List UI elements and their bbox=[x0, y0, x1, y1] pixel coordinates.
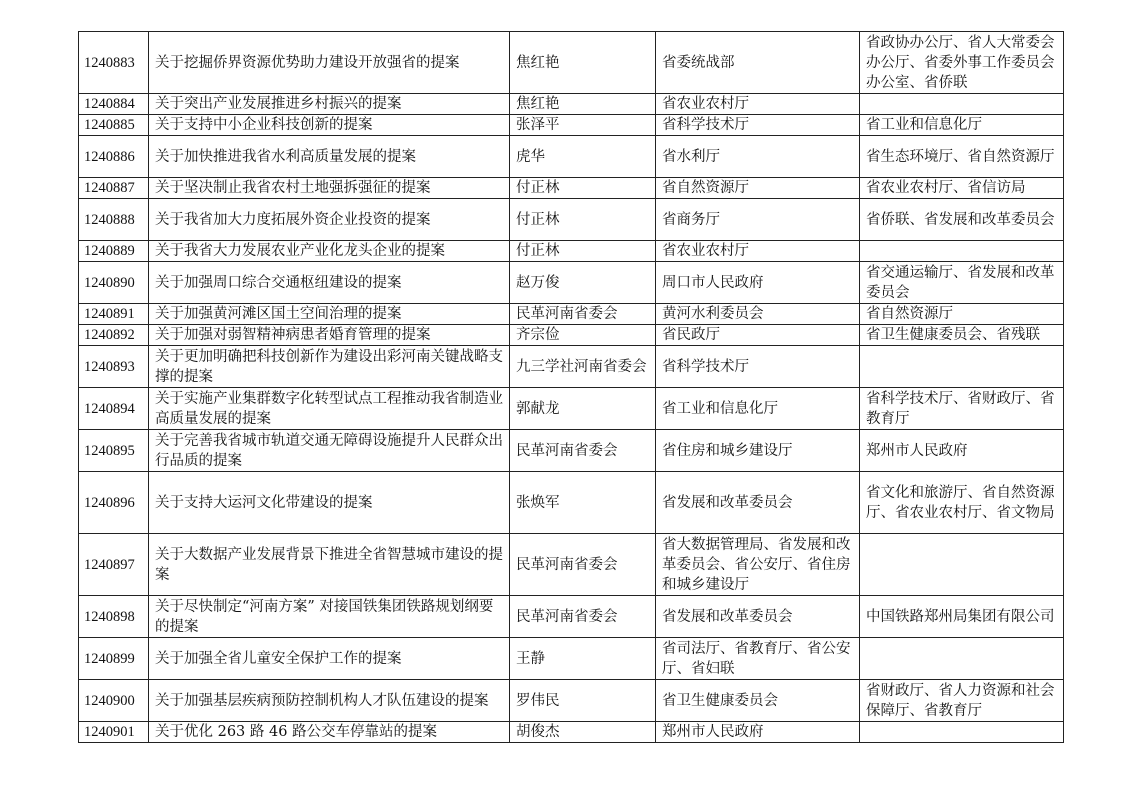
lead-unit-cell: 省水利厅 bbox=[656, 136, 860, 178]
proposal-id-cell: 1240884 bbox=[79, 94, 149, 115]
proposer-cell: 虎华 bbox=[510, 136, 656, 178]
lead-unit-cell: 省农业农村厅 bbox=[656, 241, 860, 262]
lead-unit-cell: 省民政厅 bbox=[656, 325, 860, 346]
table-row bbox=[79, 304, 1064, 325]
proposer-cell: 胡俊杰 bbox=[510, 722, 656, 743]
proposal-id-cell: 1240896 bbox=[79, 472, 149, 534]
lead-unit-cell: 黄河水利委员会 bbox=[656, 304, 860, 325]
lead-unit-cell: 省科学技术厅 bbox=[656, 346, 860, 388]
proposer-cell: 张泽平 bbox=[510, 115, 656, 136]
proposal-id-cell: 1240895 bbox=[79, 430, 149, 472]
proposal-title-cell: 关于加强黄河滩区国土空间治理的提案 bbox=[149, 304, 510, 325]
proposal-title-cell: 关于加强基层疾病预防控制机构人才队伍建设的提案 bbox=[149, 680, 510, 722]
proposal-title-cell: 关于挖掘侨界资源优势助力建设开放强省的提案 bbox=[149, 32, 510, 94]
co-unit-cell: 省政协办公厅、省人大常委会办公厅、省委外事工作委员会办公室、省侨联 bbox=[860, 32, 1064, 94]
table-row bbox=[79, 388, 1064, 430]
lead-unit-cell: 省司法厅、省教育厅、省公安厅、省妇联 bbox=[656, 638, 860, 680]
lead-unit-cell: 省自然资源厅 bbox=[656, 178, 860, 199]
proposal-id-cell: 1240900 bbox=[79, 680, 149, 722]
co-unit-cell: 省财政厅、省人力资源和社会保障厅、省教育厅 bbox=[860, 680, 1064, 722]
proposer-cell: 付正林 bbox=[510, 199, 656, 241]
co-unit-cell bbox=[860, 94, 1064, 115]
co-unit-cell: 省生态环境厅、省自然资源厅 bbox=[860, 136, 1064, 178]
proposer-cell: 民革河南省委会 bbox=[510, 430, 656, 472]
lead-unit-cell: 省农业农村厅 bbox=[656, 94, 860, 115]
co-unit-cell: 省卫生健康委员会、省残联 bbox=[860, 325, 1064, 346]
proposal-title-cell: 关于尽快制定“河南方案” 对接国铁集团铁路规划纲要的提案 bbox=[149, 596, 510, 638]
table-row bbox=[79, 32, 1064, 94]
proposal-id-cell: 1240888 bbox=[79, 199, 149, 241]
table-row bbox=[79, 534, 1064, 596]
proposer-cell: 付正林 bbox=[510, 178, 656, 199]
proposal-table bbox=[78, 31, 1064, 743]
proposal-id-cell: 1240897 bbox=[79, 534, 149, 596]
proposer-cell: 焦红艳 bbox=[510, 94, 656, 115]
lead-unit-cell: 省大数据管理局、省发展和改革委员会、省公安厅、省住房和城乡建设厅 bbox=[656, 534, 860, 596]
proposal-id-cell: 1240883 bbox=[79, 32, 149, 94]
co-unit-cell: 省文化和旅游厅、省自然资源厅、省农业农村厅、省文物局 bbox=[860, 472, 1064, 534]
table-row bbox=[79, 430, 1064, 472]
lead-unit-cell: 周口市人民政府 bbox=[656, 262, 860, 304]
proposal-id-cell: 1240893 bbox=[79, 346, 149, 388]
co-unit-cell: 省交通运输厅、省发展和改革委员会 bbox=[860, 262, 1064, 304]
proposal-id-cell: 1240891 bbox=[79, 304, 149, 325]
lead-unit-cell: 省工业和信息化厅 bbox=[656, 388, 860, 430]
proposal-title-cell: 关于加快推进我省水利高质量发展的提案 bbox=[149, 136, 510, 178]
proposal-id-cell: 1240887 bbox=[79, 178, 149, 199]
proposal-id-cell: 1240886 bbox=[79, 136, 149, 178]
proposal-title-cell: 关于优化 263 路 46 路公交车停靠站的提案 bbox=[149, 722, 510, 743]
lead-unit-cell: 省委统战部 bbox=[656, 32, 860, 94]
proposal-id-cell: 1240899 bbox=[79, 638, 149, 680]
proposal-title-cell: 关于加强周口综合交通枢纽建设的提案 bbox=[149, 262, 510, 304]
lead-unit-cell: 省发展和改革委员会 bbox=[656, 596, 860, 638]
proposer-cell: 郭献龙 bbox=[510, 388, 656, 430]
proposal-id-cell: 1240898 bbox=[79, 596, 149, 638]
co-unit-cell: 省自然资源厅 bbox=[860, 304, 1064, 325]
proposal-table-body bbox=[79, 32, 1064, 743]
proposer-cell: 王静 bbox=[510, 638, 656, 680]
proposal-title-cell: 关于坚决制止我省农村土地强拆强征的提案 bbox=[149, 178, 510, 199]
proposer-cell: 焦红艳 bbox=[510, 32, 656, 94]
proposal-title-cell: 关于支持中小企业科技创新的提案 bbox=[149, 115, 510, 136]
proposer-cell: 张焕军 bbox=[510, 472, 656, 534]
table-row bbox=[79, 325, 1064, 346]
proposal-id-cell: 1240889 bbox=[79, 241, 149, 262]
proposal-title-cell: 关于支持大运河文化带建设的提案 bbox=[149, 472, 510, 534]
lead-unit-cell: 省住房和城乡建设厅 bbox=[656, 430, 860, 472]
table-row bbox=[79, 638, 1064, 680]
proposer-cell: 罗伟民 bbox=[510, 680, 656, 722]
lead-unit-cell: 省商务厅 bbox=[656, 199, 860, 241]
proposal-title-cell: 关于大数据产业发展背景下推进全省智慧城市建设的提案 bbox=[149, 534, 510, 596]
co-unit-cell bbox=[860, 722, 1064, 743]
proposal-title-cell: 关于更加明确把科技创新作为建设出彩河南关键战略支撑的提案 bbox=[149, 346, 510, 388]
proposal-id-cell: 1240892 bbox=[79, 325, 149, 346]
table-row bbox=[79, 199, 1064, 241]
proposal-id-cell: 1240894 bbox=[79, 388, 149, 430]
table-row bbox=[79, 136, 1064, 178]
proposer-cell: 齐宗俭 bbox=[510, 325, 656, 346]
co-unit-cell: 省科学技术厅、省财政厅、省教育厅 bbox=[860, 388, 1064, 430]
co-unit-cell bbox=[860, 241, 1064, 262]
lead-unit-cell: 省卫生健康委员会 bbox=[656, 680, 860, 722]
proposal-title-cell: 关于加强全省儿童安全保护工作的提案 bbox=[149, 638, 510, 680]
lead-unit-cell: 省发展和改革委员会 bbox=[656, 472, 860, 534]
proposal-id-cell: 1240901 bbox=[79, 722, 149, 743]
proposal-title-cell: 关于我省大力发展农业产业化龙头企业的提案 bbox=[149, 241, 510, 262]
table-row bbox=[79, 680, 1064, 722]
proposal-title-cell: 关于加强对弱智精神病患者婚育管理的提案 bbox=[149, 325, 510, 346]
proposal-title-cell: 关于突出产业发展推进乡村振兴的提案 bbox=[149, 94, 510, 115]
proposal-id-cell: 1240890 bbox=[79, 262, 149, 304]
proposer-cell: 付正林 bbox=[510, 241, 656, 262]
proposer-cell: 民革河南省委会 bbox=[510, 596, 656, 638]
table-row bbox=[79, 346, 1064, 388]
co-unit-cell bbox=[860, 638, 1064, 680]
co-unit-cell: 省农业农村厅、省信访局 bbox=[860, 178, 1064, 199]
proposal-title-cell: 关于我省加大力度拓展外资企业投资的提案 bbox=[149, 199, 510, 241]
proposal-title-cell: 关于实施产业集群数字化转型试点工程推动我省制造业高质量发展的提案 bbox=[149, 388, 510, 430]
proposer-cell: 九三学社河南省委会 bbox=[510, 346, 656, 388]
proposer-cell: 民革河南省委会 bbox=[510, 304, 656, 325]
proposal-id-cell: 1240885 bbox=[79, 115, 149, 136]
table-row bbox=[79, 94, 1064, 115]
table-row bbox=[79, 241, 1064, 262]
co-unit-cell: 省侨联、省发展和改革委员会 bbox=[860, 199, 1064, 241]
co-unit-cell bbox=[860, 346, 1064, 388]
lead-unit-cell: 郑州市人民政府 bbox=[656, 722, 860, 743]
co-unit-cell bbox=[860, 534, 1064, 596]
co-unit-cell: 省工业和信息化厅 bbox=[860, 115, 1064, 136]
proposal-title-cell: 关于完善我省城市轨道交通无障碍设施提升人民群众出行品质的提案 bbox=[149, 430, 510, 472]
table-row bbox=[79, 722, 1064, 743]
table-row bbox=[79, 178, 1064, 199]
table-row bbox=[79, 115, 1064, 136]
co-unit-cell: 中国铁路郑州局集团有限公司 bbox=[860, 596, 1064, 638]
co-unit-cell: 郑州市人民政府 bbox=[860, 430, 1064, 472]
lead-unit-cell: 省科学技术厅 bbox=[656, 115, 860, 136]
table-row bbox=[79, 596, 1064, 638]
proposer-cell: 赵万俊 bbox=[510, 262, 656, 304]
table-row bbox=[79, 472, 1064, 534]
table-row bbox=[79, 262, 1064, 304]
proposer-cell: 民革河南省委会 bbox=[510, 534, 656, 596]
